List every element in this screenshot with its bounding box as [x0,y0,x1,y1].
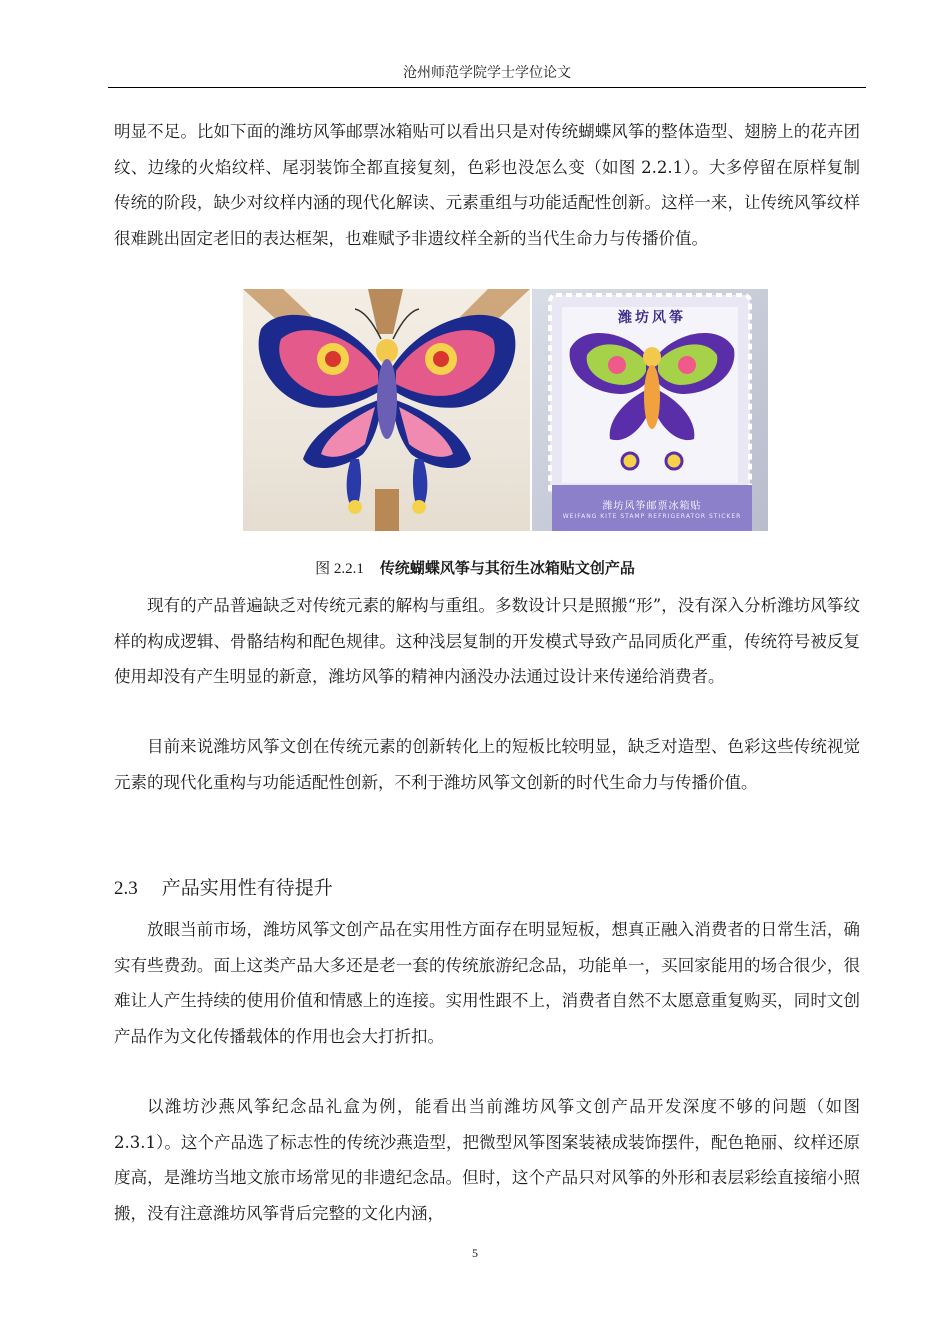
paragraph-5: 以潍坊沙燕风筝纪念品礼盒为例，能看出当前潍坊风筝文创产品开发深度不够的问题（如图 2.3.1）。这个产品选了标志性的传统沙燕造型，把微型风筝图案装裱成装饰摆件，配色艳丽、纹样还原度高，是潍坊当地文旅市场常见的非遗纪念品。但时，这个产品只对风筝的外形和表层彩绘直接缩小照搬，没有注意潍坊风筝背后完整的文化内涵， [114,1097,860,1223]
paragraph-4: 放眼当前市场，潍坊风筝文创产品在实用性方面存在明显短板，想真正融入消费者的日常生活，确实有些费劲。面上这类产品大多还是老一套的传统旅游纪念品，功能单一，买回家能用的场合很少，很难让人产生持续的使用价值和情感上的连接。实用性跟不上，消费者自然不太愿意重复购买，同时文创产品作为文化传播载体的作用也会大打折扣。 [114,920,860,1046]
stamp-title: 潍坊风筝 [618,310,686,326]
running-header: 沧州师范学院学士学位论文 [403,65,571,81]
stamp-fridge-magnet-photo [532,289,768,531]
paragraph-3: 目前来说潍坊风筝文创在传统元素的创新转化上的短板比较明显，缺乏对造型、色彩这些传统视觉元素的现代化重构与功能适配性创新，不利于潍坊风筝文创新的时代生命力与传播价值。 [114,737,860,792]
stamp-product-label: 潍坊风筝邮票冰箱贴 [602,501,702,512]
header-rule [108,87,866,88]
page-number: 5 [472,1246,478,1260]
section-number: 2.3 [114,878,138,899]
figure-2-2-1 [243,289,768,531]
figure-caption-text: 传统蝴蝶风筝与其衍生冰箱贴文创产品 [379,559,635,577]
paragraph-1: 明显不足。比如下面的潍坊风筝邮票冰箱贴可以看出只是对传统蝴蝶风筝的整体造型、翅膀上的花卉团纹、边缘的火焰纹样、尾羽装饰全都直接复刻，色彩也没怎么变（如图 2.2.1）。大多停留在原样复制传统的阶段，缺少对纹样内涵的现代化解读、元素重组与功能适配性创新。这样一来，让传统风筝纹样很难跳出固定老旧的表达框架，也难赋予非遗纹样全新的当代生命力与传播价值。 [114,122,860,248]
paragraph-2: 现有的产品普遍缺乏对传统元素的解构与重组。多数设计只是照搬“形”，没有深入分析潍坊风筝纹样的构成逻辑、骨骼结构和配色规律。这种浅层复制的开发模式导致产品同质化严重，传统符号被反复使用却没有产生明显的新意，潍坊风筝的精神内涵没办法通过设计来传递给消费者。 [114,596,860,686]
figure-caption [0,557,950,578]
figure-number: 图 2.2.1 [315,561,364,577]
traditional-butterfly-kite-photo [243,289,530,531]
section-title: 产品实用性有待提升 [161,877,333,899]
butterfly-kite-illustration [243,289,530,531]
section-heading [114,873,333,900]
stamp-product-sublabel: WEIFANG KITE STAMP REFRIGERATOR STICKER [562,513,742,520]
